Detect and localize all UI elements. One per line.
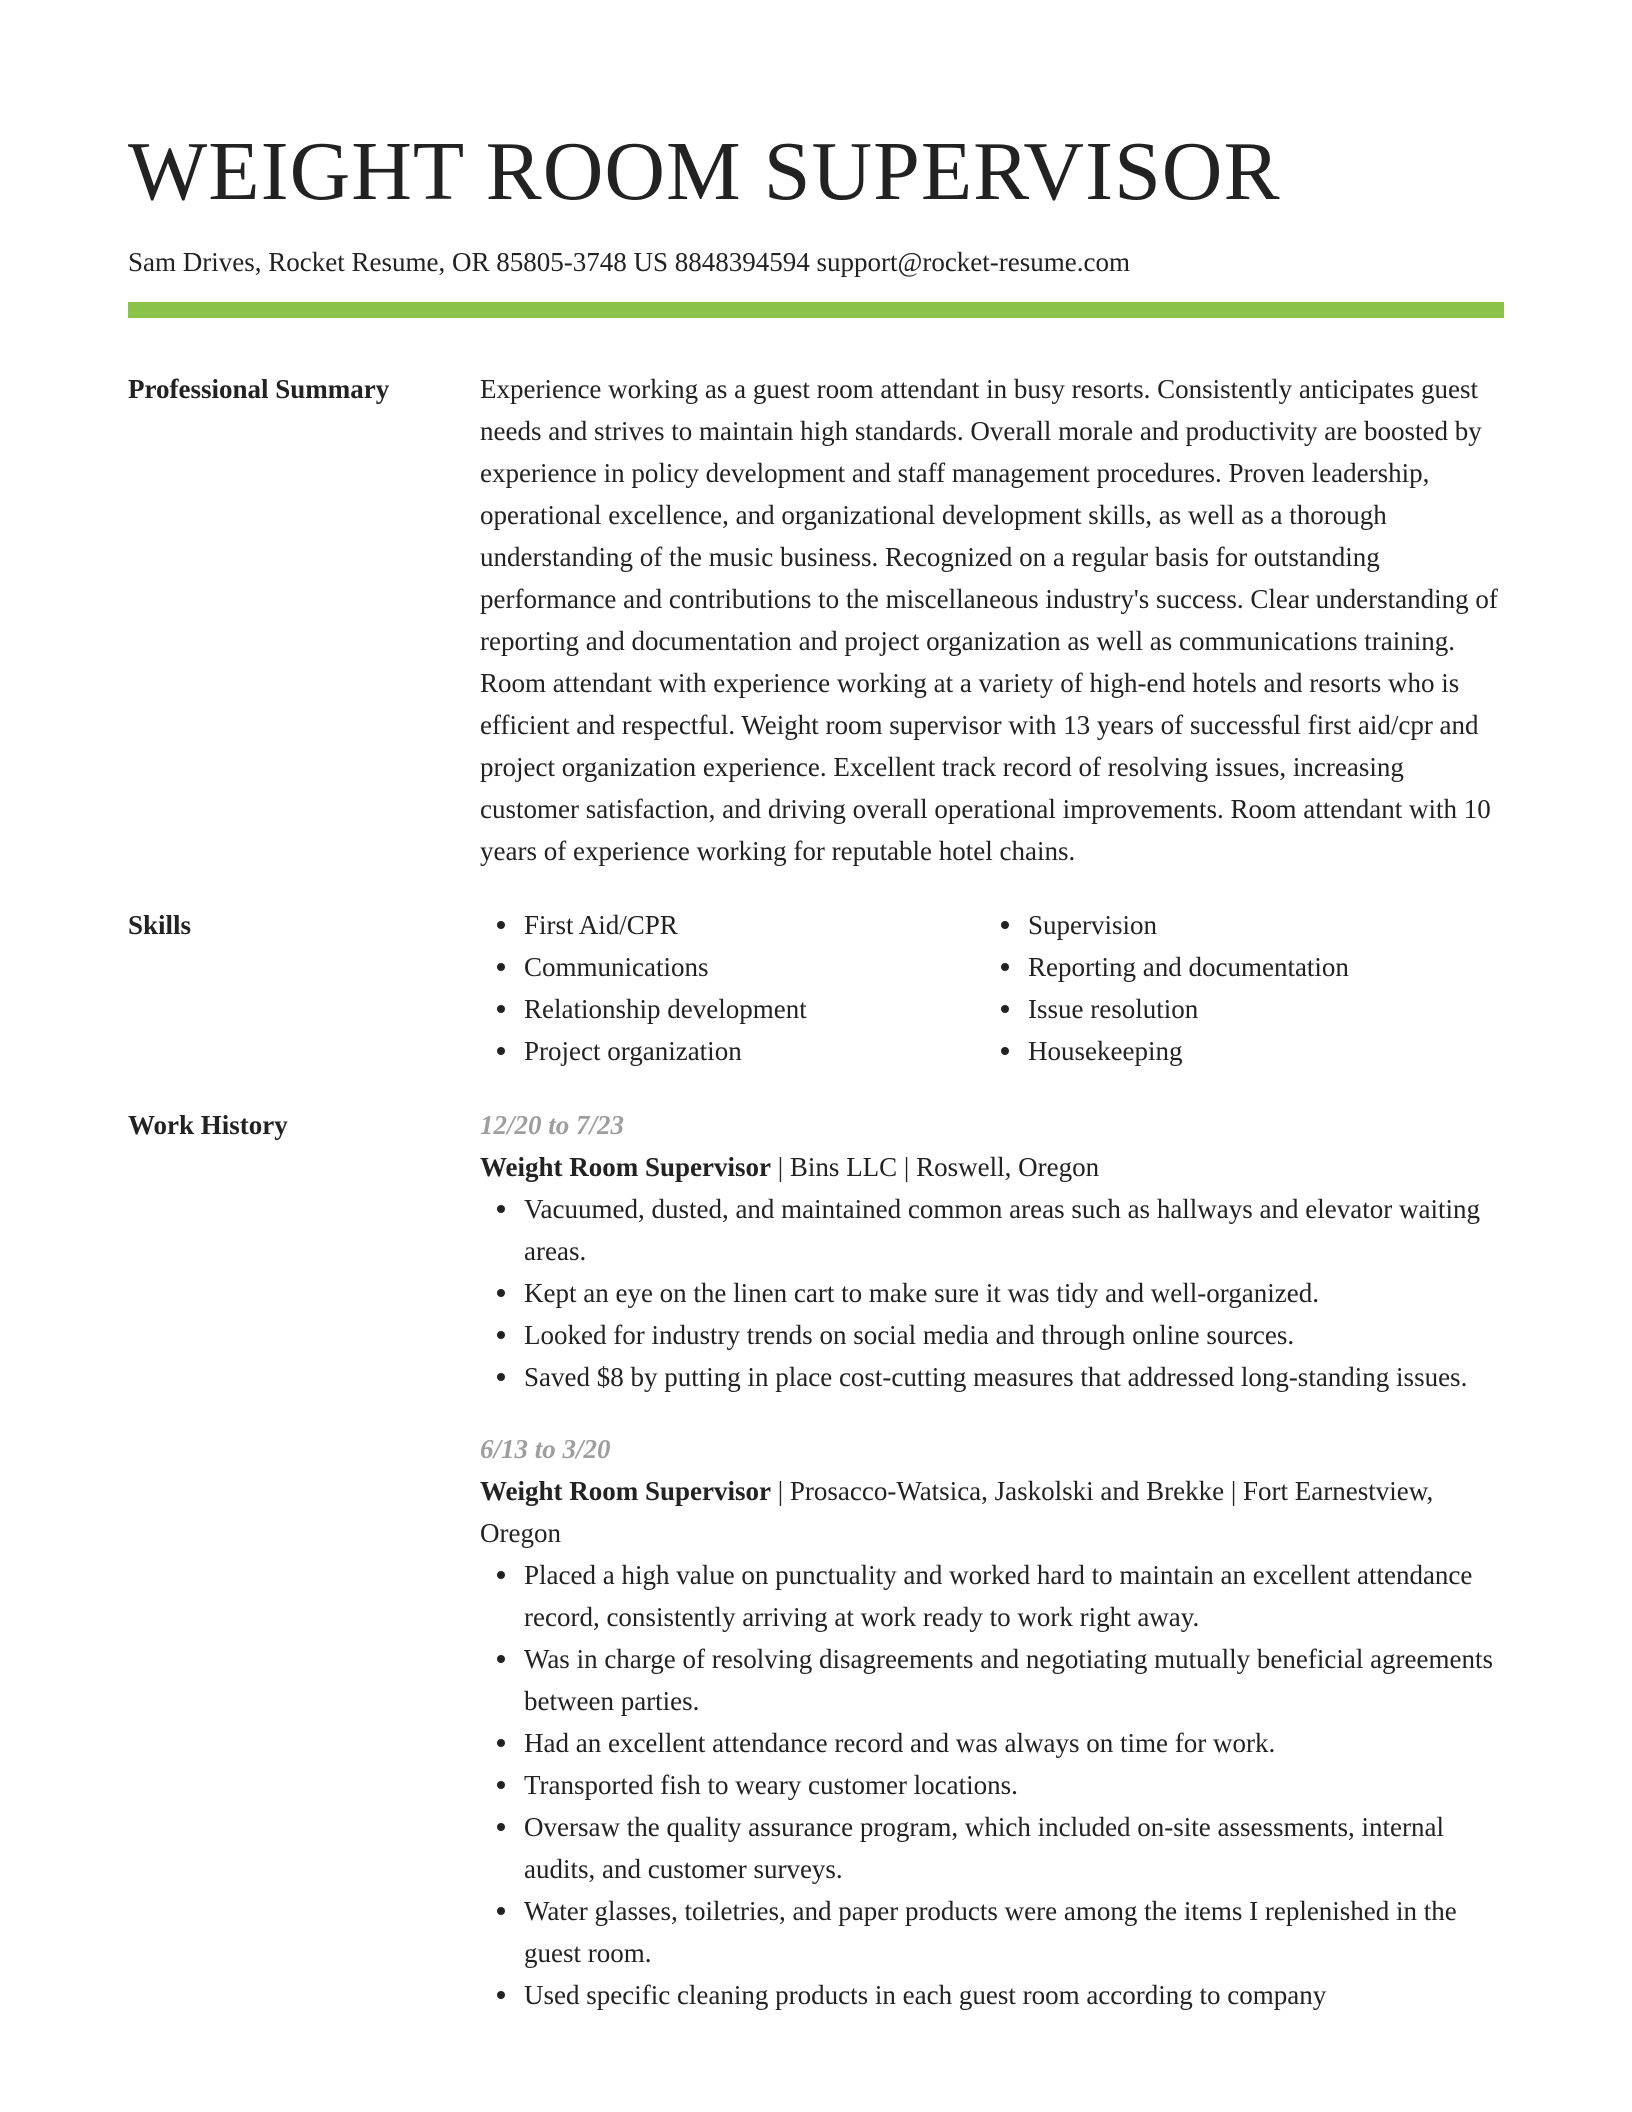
skill-item: First Aid/CPR	[524, 904, 984, 946]
job-heading	[480, 1470, 1504, 1554]
job-bullet: Transported fish to weary customer locations.	[524, 1764, 1504, 1806]
section-body	[480, 1104, 1504, 2046]
job-bullet: Had an excellent attendance record and was always on time for work.	[524, 1722, 1504, 1764]
skills-columns	[480, 904, 1504, 1072]
skill-item: Issue resolution	[1028, 988, 1488, 1030]
job-dates: 6/13 to 3/20	[480, 1434, 611, 1464]
skill-item: Reporting and documentation	[1028, 946, 1488, 988]
section-body	[480, 368, 1504, 872]
job-entry	[480, 1104, 1504, 1398]
job-details: | Prosacco-Watsica, Jaskolski and Brekke | Fort Earnestview, Oregon	[480, 1476, 1434, 1548]
job-bullet: Saved $8 by putting in place cost-cutting measures that addressed long-standing issues.	[524, 1356, 1504, 1398]
skill-item: Housekeeping	[1028, 1030, 1488, 1072]
section-label: Work History	[128, 1110, 288, 1140]
skills-section	[128, 904, 1504, 1072]
job-bullet: Used specific cleaning products in each guest room according to company	[524, 1974, 1504, 2016]
job-title: Weight Room Supervisor	[480, 1476, 772, 1506]
job-bullet: Water glasses, toiletries, and paper products were among the items I replenished in the guest room.	[524, 1890, 1504, 1974]
job-bullet: Placed a high value on punctuality and worked hard to maintain an excellent attendance record, consistently arriving at work ready to work right away.	[524, 1554, 1504, 1638]
accent-divider	[128, 302, 1504, 318]
section-label: Professional Summary	[128, 374, 390, 404]
job-details: | Bins LLC | Roswell, Oregon	[771, 1152, 1100, 1182]
skills-list-right	[984, 904, 1488, 1072]
job-bullet: Looked for industry trends on social media and through online sources.	[524, 1314, 1504, 1356]
job-bullet: Oversaw the quality assurance program, which included on-site assessments, internal audits, and customer surveys.	[524, 1806, 1504, 1890]
section-label: Skills	[128, 910, 192, 940]
job-bullet-list	[480, 1554, 1504, 2016]
job-bullet-list	[480, 1188, 1504, 1398]
professional-summary-section	[128, 368, 1504, 872]
resume-title: WEIGHT ROOM SUPERVISOR	[128, 125, 1281, 218]
contact-line: Sam Drives, Rocket Resume, OR 85805-3748 US 8848394594 support@rocket-resume.com	[128, 247, 1130, 277]
skill-item: Supervision	[1028, 904, 1488, 946]
job-bullet: Kept an eye on the linen cart to make sure it was tidy and well-organized.	[524, 1272, 1504, 1314]
skill-item: Project organization	[524, 1030, 984, 1072]
job-dates: 12/20 to 7/23	[480, 1110, 625, 1140]
skill-item: Relationship development	[524, 988, 984, 1030]
skills-list-left	[480, 904, 984, 1072]
section-body	[480, 904, 1504, 1072]
job-bullet: Vacuumed, dusted, and maintained common areas such as hallways and elevator waiting areas.	[524, 1188, 1504, 1272]
job-entry	[480, 1428, 1504, 2016]
job-bullet: Was in charge of resolving disagreements and negotiating mutually beneficial agreements between parties.	[524, 1638, 1504, 1722]
skill-item: Communications	[524, 946, 984, 988]
summary-text: Experience working as a guest room attendant in busy resorts. Consistently anticipates guest needs and strives to maintain high standards. Overall morale and productivity are boosted by experience in policy development and staff management procedures. Proven leadership, operational excellence, and organizational development skills, as well as a thorough understanding of the music business. Recognized on a regular basis for outstanding performance and contributions to the miscellaneous industry's success. Clear understanding of reporting and documentation and project organization as well as communications training. Room attendant with experience working at a variety of high-end hotels and resorts who is efficient and respectful. Weight room supervisor with 13 years of successful first aid/cpr and project organization experience. Excellent track record of resolving issues, increasing customer satisfaction, and driving overall operational improvements. Room attendant with 10 years of experience working for reputable hotel chains.	[480, 374, 1498, 866]
job-title: Weight Room Supervisor	[480, 1152, 772, 1182]
work-history-section	[128, 1104, 1504, 2046]
job-heading	[480, 1146, 1504, 1188]
resume-page	[128, 0, 1504, 2046]
